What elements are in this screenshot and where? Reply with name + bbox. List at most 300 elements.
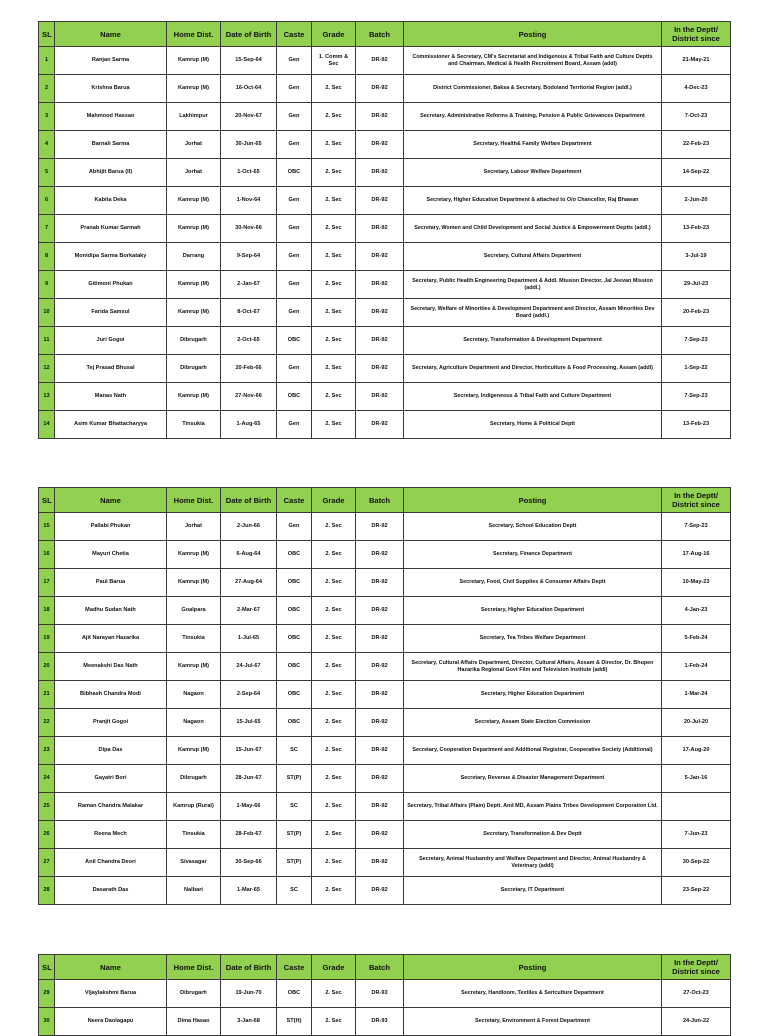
cell-batch: DR-92: [356, 709, 404, 737]
table-row: [39, 653, 731, 681]
cell-home-dist: Nagaon: [167, 709, 221, 737]
cell-caste: Gen: [277, 103, 312, 131]
cell-batch: DR-92: [356, 271, 404, 299]
cell-since: 1-Feb-24: [662, 653, 731, 681]
cell-home-dist: Nagaon: [167, 681, 221, 709]
cell-batch: DR-92: [356, 47, 404, 75]
cell-since: 17-Aug-20: [662, 737, 731, 765]
cell-batch: DR-92: [356, 187, 404, 215]
cell-home-dist: Kamrup (M): [167, 271, 221, 299]
table-row: [39, 1008, 731, 1036]
cell-grade: 2. Sec: [312, 215, 356, 243]
cell-name: Meenakshi Das Nath: [55, 653, 167, 681]
header-grade: Grade: [312, 22, 356, 47]
cell-caste: Gen: [277, 243, 312, 271]
cell-name: Gitimoni Phukan: [55, 271, 167, 299]
cell-caste: OBC: [277, 980, 312, 1008]
cell-batch: DR-92: [356, 877, 404, 905]
cell-dob: 28-Jun-67: [221, 765, 277, 793]
cell-sl: 19: [39, 625, 55, 653]
cell-grade: 2. Sec: [312, 187, 356, 215]
cell-since: 21-May-21: [662, 47, 731, 75]
cell-batch: DR-92: [356, 597, 404, 625]
cell-grade: 2. Sec: [312, 355, 356, 383]
cell-since: 5-Feb-24: [662, 625, 731, 653]
header-grade: Grade: [312, 488, 356, 513]
cell-caste: ST(P): [277, 821, 312, 849]
cell-sl: 2: [39, 75, 55, 103]
cell-dob: 15-Jul-65: [221, 709, 277, 737]
table-row: [39, 243, 731, 271]
cell-caste: OBC: [277, 569, 312, 597]
cell-grade: 2. Sec: [312, 541, 356, 569]
cell-since: 24-Jun-22: [662, 1008, 731, 1036]
cell-caste: SC: [277, 877, 312, 905]
cell-dob: 2-Jan-67: [221, 271, 277, 299]
header-batch: Batch: [356, 955, 404, 980]
table-row: [39, 75, 731, 103]
cell-sl: 12: [39, 355, 55, 383]
cell-home-dist: Kamrup (M): [167, 75, 221, 103]
cell-grade: 2. Sec: [312, 1008, 356, 1036]
cell-sl: 29: [39, 980, 55, 1008]
cell-sl: 13: [39, 383, 55, 411]
cell-since: 5-Jan-16: [662, 765, 731, 793]
cell-dob: 2-Mar-67: [221, 597, 277, 625]
cell-home-dist: Kamrup (M): [167, 187, 221, 215]
table-row: [39, 821, 731, 849]
cell-posting: Secretary, Higher Education Department: [404, 597, 662, 625]
cell-caste: ST(P): [277, 849, 312, 877]
cell-since: 7-Sep-23: [662, 383, 731, 411]
cell-batch: DR-92: [356, 131, 404, 159]
cell-batch: DR-92: [356, 159, 404, 187]
header-caste: Caste: [277, 488, 312, 513]
cell-grade: 2. Sec: [312, 821, 356, 849]
cell-posting: Secretary, Tea Tribes Welfare Department: [404, 625, 662, 653]
table-row: [39, 271, 731, 299]
cell-posting: Secretary, Transformation & Development Department: [404, 327, 662, 355]
cell-batch: DR-93: [356, 1008, 404, 1036]
cell-home-dist: Kamrup (M): [167, 653, 221, 681]
cell-dob: 3-Jan-68: [221, 1008, 277, 1036]
cell-batch: DR-92: [356, 355, 404, 383]
cell-batch: DR-92: [356, 653, 404, 681]
cell-caste: Gen: [277, 355, 312, 383]
cell-home-dist: Kamrup (M): [167, 47, 221, 75]
cell-name: Asim Kumar Bhattacharyya: [55, 411, 167, 439]
cell-home-dist: Kamrup (M): [167, 541, 221, 569]
cell-sl: 18: [39, 597, 55, 625]
cell-name: Pallabi Phukan: [55, 513, 167, 541]
cell-posting: Secretary, IT Department: [404, 877, 662, 905]
cell-dob: 9-Sep-64: [221, 243, 277, 271]
cell-posting: Secretary, Agriculture Department and Director, Horticulture & Food Processing, Assam (addl): [404, 355, 662, 383]
cell-batch: DR-92: [356, 541, 404, 569]
cell-home-dist: Dibrugarh: [167, 327, 221, 355]
cell-batch: DR-92: [356, 411, 404, 439]
header-row: [39, 955, 731, 980]
cell-batch: DR-92: [356, 513, 404, 541]
cell-dob: 30-Sep-66: [221, 849, 277, 877]
cell-sl: 7: [39, 215, 55, 243]
cell-grade: 2. Sec: [312, 103, 356, 131]
cell-since: 7-Sep-23: [662, 513, 731, 541]
cell-home-dist: Kamrup (M): [167, 569, 221, 597]
cell-batch: DR-92: [356, 737, 404, 765]
table-row: [39, 709, 731, 737]
cell-dob: 27-Nov-66: [221, 383, 277, 411]
cell-caste: ST(P): [277, 765, 312, 793]
cell-home-dist: Kamrup (M): [167, 383, 221, 411]
cell-sl: 21: [39, 681, 55, 709]
cell-name: Manas Nath: [55, 383, 167, 411]
cell-since: 1-Sep-22: [662, 355, 731, 383]
cell-home-dist: Jorhat: [167, 159, 221, 187]
cell-dob: 2-Oct-65: [221, 327, 277, 355]
cell-posting: District Commissioner, Baksa & Secretary, Bodoland Territorial Region (addl.): [404, 75, 662, 103]
cell-name: Mahmood Hassan: [55, 103, 167, 131]
cell-name: Anil Chandra Deori: [55, 849, 167, 877]
cell-dob: 16-Oct-64: [221, 75, 277, 103]
cell-caste: Gen: [277, 75, 312, 103]
cell-sl: 28: [39, 877, 55, 905]
cell-grade: 2. Sec: [312, 383, 356, 411]
header-posting: Posting: [404, 955, 662, 980]
table-row: [39, 877, 731, 905]
header-posting: Posting: [404, 488, 662, 513]
cell-posting: Secretary, Assam State Election Commission: [404, 709, 662, 737]
cell-since: 7-Jun-23: [662, 821, 731, 849]
cell-sl: 30: [39, 1008, 55, 1036]
cell-name: Madhu Sudan Nath: [55, 597, 167, 625]
cell-posting: Secretary, Handloom, Textiles & Sericulture Department: [404, 980, 662, 1008]
cell-name: Mayuri Chetia: [55, 541, 167, 569]
cell-caste: OBC: [277, 541, 312, 569]
cell-grade: 2. Sec: [312, 765, 356, 793]
cell-name: Abhijit Barua (II): [55, 159, 167, 187]
header-home-dist: Home Dist.: [167, 22, 221, 47]
cell-batch: DR-92: [356, 681, 404, 709]
cell-dob: 28-Feb-67: [221, 821, 277, 849]
cell-since: 4-Dec-23: [662, 75, 731, 103]
cell-home-dist: Tinsukia: [167, 821, 221, 849]
cell-dob: 15-Jun-67: [221, 737, 277, 765]
cell-posting: Secretary, Public Health Engineering Department & Addl. Mission Director, Jal Jeevan Mission (addl.): [404, 271, 662, 299]
cell-name: Farida Samsul: [55, 299, 167, 327]
cell-since: 17-Aug-16: [662, 541, 731, 569]
cell-since: 2-Jun-20: [662, 187, 731, 215]
table-row: [39, 625, 731, 653]
cell-since: 7-Oct-23: [662, 103, 731, 131]
header-posting: Posting: [404, 22, 662, 47]
table-row: [39, 103, 731, 131]
cell-since: 1-Mar-24: [662, 681, 731, 709]
cell-grade: 2. Sec: [312, 327, 356, 355]
cell-sl: 1: [39, 47, 55, 75]
cell-name: Pranjit Gogoi: [55, 709, 167, 737]
cell-posting: Secretary, Labour Welfare Department: [404, 159, 662, 187]
cell-grade: 2. Sec: [312, 513, 356, 541]
table-row: [39, 131, 731, 159]
cell-name: Vijaylakshmi Barua: [55, 980, 167, 1008]
cell-sl: 14: [39, 411, 55, 439]
cell-since: 30-Sep-22: [662, 849, 731, 877]
cell-posting: Secretary, Food, Civil Supplies & Consumer Affairs Deptt: [404, 569, 662, 597]
cell-dob: 8-Oct-67: [221, 299, 277, 327]
cell-dob: 1-Mar-65: [221, 877, 277, 905]
cell-caste: Gen: [277, 215, 312, 243]
cell-posting: Secretary, Administrative Reforms & Training, Pension & Public Grievances Department: [404, 103, 662, 131]
cell-since: 14-Sep-22: [662, 159, 731, 187]
header-home-dist: Home Dist.: [167, 955, 221, 980]
header-sl: SL: [39, 22, 55, 47]
header-row: [39, 22, 731, 47]
cell-home-dist: Dibrugarh: [167, 355, 221, 383]
cell-posting: Secretary, Higher Education Department & attached to O/o Chancellor, Raj Bhawan: [404, 187, 662, 215]
cell-sl: 15: [39, 513, 55, 541]
header-caste: Caste: [277, 955, 312, 980]
header-home-dist: Home Dist.: [167, 488, 221, 513]
cell-home-dist: Darrang: [167, 243, 221, 271]
cell-home-dist: Dibrugarh: [167, 980, 221, 1008]
cell-grade: 2. Sec: [312, 597, 356, 625]
header-since: In the Deptt/ District since: [662, 488, 731, 513]
cell-batch: DR-92: [356, 849, 404, 877]
cell-sl: 17: [39, 569, 55, 597]
table-row: [39, 541, 731, 569]
header-caste: Caste: [277, 22, 312, 47]
cell-posting: Secretary, Cultural Affairs Department, Director, Cultural Affairs, Assam & Director, Dr. Bhupen Hazarika Regional Govt Film and Television Institute (addl): [404, 653, 662, 681]
cell-posting: Secretary, Transformation & Dev Deptt: [404, 821, 662, 849]
cell-posting: Secretary, Women and Child Development and Social Justice & Empowerment Deptts (addl.): [404, 215, 662, 243]
cell-posting: Commissioner & Secretary, CM's Secretariat and Indigenous & Tribal Faith and Culture Deptts and Chairman, Medical & Health Recruitment Board, Assam (addl): [404, 47, 662, 75]
cell-sl: 25: [39, 793, 55, 821]
header-sl: SL: [39, 488, 55, 513]
cell-grade: 2. Sec: [312, 569, 356, 597]
cell-batch: DR-92: [356, 243, 404, 271]
cell-caste: OBC: [277, 159, 312, 187]
cell-name: Juri Gogoi: [55, 327, 167, 355]
cell-home-dist: Jorhat: [167, 513, 221, 541]
cell-home-dist: Goalpara: [167, 597, 221, 625]
cell-home-dist: Dima Hasao: [167, 1008, 221, 1036]
cell-caste: ST(H): [277, 1008, 312, 1036]
cell-since: 7-Sep-23: [662, 327, 731, 355]
cell-posting: Secretary, Health& Family Welfare Department: [404, 131, 662, 159]
cell-grade: 1. Comm & Sec: [312, 47, 356, 75]
cell-dob: 20-Feb-66: [221, 355, 277, 383]
cell-caste: Gen: [277, 187, 312, 215]
cell-batch: DR-92: [356, 327, 404, 355]
cell-posting: Secretary, Cultural Affairs Department: [404, 243, 662, 271]
table-row: [39, 299, 731, 327]
cell-sl: 26: [39, 821, 55, 849]
table-row: [39, 215, 731, 243]
cell-batch: DR-92: [356, 625, 404, 653]
cell-dob: 1-Jul-65: [221, 625, 277, 653]
cell-caste: OBC: [277, 383, 312, 411]
header-row: [39, 488, 731, 513]
cell-sl: 5: [39, 159, 55, 187]
cell-name: Raman Chandra Malakar: [55, 793, 167, 821]
cell-dob: 6-Aug-64: [221, 541, 277, 569]
cell-posting: Secretary, Tribal Affairs (Plain) Deptt. And MD, Assam Plains Tribes Development Corporation Ltd.: [404, 793, 662, 821]
cell-sl: 3: [39, 103, 55, 131]
cell-home-dist: Tinsukia: [167, 411, 221, 439]
cell-grade: 2. Sec: [312, 980, 356, 1008]
cell-home-dist: Kamrup (M): [167, 215, 221, 243]
header-date-of-birth: Date of Birth: [221, 955, 277, 980]
header-name: Name: [55, 22, 167, 47]
cell-name: Barnali Sarma: [55, 131, 167, 159]
cell-caste: OBC: [277, 597, 312, 625]
cell-posting: Secretary, Higher Education Department: [404, 681, 662, 709]
cell-home-dist: Sivasagar: [167, 849, 221, 877]
cell-dob: 24-Jul-67: [221, 653, 277, 681]
cell-home-dist: Kamrup (M): [167, 299, 221, 327]
cell-grade: 2. Sec: [312, 75, 356, 103]
cell-grade: 2. Sec: [312, 411, 356, 439]
cell-since: 10-May-23: [662, 569, 731, 597]
cell-batch: DR-92: [356, 793, 404, 821]
cell-since: 27-Oct-23: [662, 980, 731, 1008]
header-name: Name: [55, 955, 167, 980]
cell-since: 3-Jul-19: [662, 243, 731, 271]
cell-posting: Secretary, Environment & Forest Department: [404, 1008, 662, 1036]
header-name: Name: [55, 488, 167, 513]
cell-caste: OBC: [277, 709, 312, 737]
cell-name: Dipa Das: [55, 737, 167, 765]
cell-posting: Secretary, Revenue & Disaster Management Department: [404, 765, 662, 793]
cell-caste: Gen: [277, 47, 312, 75]
cell-caste: SC: [277, 793, 312, 821]
cell-sl: 9: [39, 271, 55, 299]
cell-grade: 2. Sec: [312, 849, 356, 877]
table-row: [39, 327, 731, 355]
cell-grade: 2. Sec: [312, 877, 356, 905]
cell-caste: SC: [277, 737, 312, 765]
cell-batch: DR-92: [356, 215, 404, 243]
cell-grade: 2. Sec: [312, 681, 356, 709]
cell-grade: 2. Sec: [312, 793, 356, 821]
cell-sl: 27: [39, 849, 55, 877]
cell-name: Pranab Kumar Sarmah: [55, 215, 167, 243]
table-row: [39, 355, 731, 383]
header-batch: Batch: [356, 22, 404, 47]
header-date-of-birth: Date of Birth: [221, 22, 277, 47]
cell-dob: 19-Jun-70: [221, 980, 277, 1008]
cell-batch: DR-92: [356, 765, 404, 793]
cell-caste: Gen: [277, 299, 312, 327]
cell-dob: 27-Aug-64: [221, 569, 277, 597]
officers-table-1: [38, 21, 731, 439]
cell-name: Monidipa Sarma Borkataky: [55, 243, 167, 271]
cell-caste: OBC: [277, 625, 312, 653]
cell-since: 13-Feb-23: [662, 411, 731, 439]
cell-dob: 20-Nov-67: [221, 103, 277, 131]
table-row: [39, 513, 731, 541]
cell-posting: Secretary, Indigeneous & Tribal Faith and Culture Department: [404, 383, 662, 411]
cell-batch: DR-93: [356, 980, 404, 1008]
cell-dob: 2-Sep-64: [221, 681, 277, 709]
table-row: [39, 793, 731, 821]
cell-sl: 23: [39, 737, 55, 765]
table-row: [39, 597, 731, 625]
table-row: [39, 980, 731, 1008]
table-row: [39, 187, 731, 215]
cell-grade: 2. Sec: [312, 299, 356, 327]
cell-home-dist: Lakhimpur: [167, 103, 221, 131]
cell-name: Gayatri Bori: [55, 765, 167, 793]
cell-posting: Secretary, Cooperation Department and Additional Registrar, Cooperative Society (Additional): [404, 737, 662, 765]
cell-batch: DR-92: [356, 569, 404, 597]
table-row: [39, 47, 731, 75]
table-row: [39, 765, 731, 793]
table-row: [39, 569, 731, 597]
cell-caste: OBC: [277, 653, 312, 681]
cell-batch: DR-92: [356, 299, 404, 327]
cell-grade: 2. Sec: [312, 271, 356, 299]
cell-batch: DR-92: [356, 75, 404, 103]
cell-sl: 6: [39, 187, 55, 215]
cell-home-dist: Nalbari: [167, 877, 221, 905]
cell-since: 20-Jul-20: [662, 709, 731, 737]
cell-since: 20-Feb-23: [662, 299, 731, 327]
header-grade: Grade: [312, 955, 356, 980]
cell-caste: OBC: [277, 681, 312, 709]
header-since: In the Deptt/ District since: [662, 22, 731, 47]
cell-sl: 22: [39, 709, 55, 737]
cell-since: 23-Sep-22: [662, 877, 731, 905]
cell-name: Tej Prasad Bhusal: [55, 355, 167, 383]
officers-table-2: [38, 487, 731, 905]
cell-name: Neera Daolagapu: [55, 1008, 167, 1036]
cell-name: Bibhash Chandra Modi: [55, 681, 167, 709]
cell-posting: Secretary, Finance Department: [404, 541, 662, 569]
cell-since: 22-Feb-23: [662, 131, 731, 159]
cell-home-dist: Kamrup (M): [167, 737, 221, 765]
cell-home-dist: Dibrugarh: [167, 765, 221, 793]
cell-caste: OBC: [277, 327, 312, 355]
header-since: In the Deptt/ District since: [662, 955, 731, 980]
cell-name: Krishna Barua: [55, 75, 167, 103]
cell-caste: Gen: [277, 271, 312, 299]
table-row: [39, 849, 731, 877]
cell-grade: 2. Sec: [312, 243, 356, 271]
cell-caste: Gen: [277, 411, 312, 439]
table-row: [39, 383, 731, 411]
cell-batch: DR-92: [356, 103, 404, 131]
cell-since: 13-Feb-23: [662, 215, 731, 243]
table-row: [39, 681, 731, 709]
cell-batch: DR-92: [356, 821, 404, 849]
cell-grade: 2. Sec: [312, 131, 356, 159]
cell-sl: 20: [39, 653, 55, 681]
header-sl: SL: [39, 955, 55, 980]
cell-grade: 2. Sec: [312, 709, 356, 737]
cell-name: Dasarath Das: [55, 877, 167, 905]
cell-posting: Secretary, Animal Husbandry and Welfare Department and Director, Animal Husbandry & Veterinary (addl): [404, 849, 662, 877]
cell-dob: 2-Jun-66: [221, 513, 277, 541]
header-date-of-birth: Date of Birth: [221, 488, 277, 513]
table-row: [39, 737, 731, 765]
cell-since: 29-Jul-23: [662, 271, 731, 299]
cell-name: Reena Mech: [55, 821, 167, 849]
table-row: [39, 411, 731, 439]
cell-dob: 1-Nov-64: [221, 187, 277, 215]
cell-batch: DR-92: [356, 383, 404, 411]
